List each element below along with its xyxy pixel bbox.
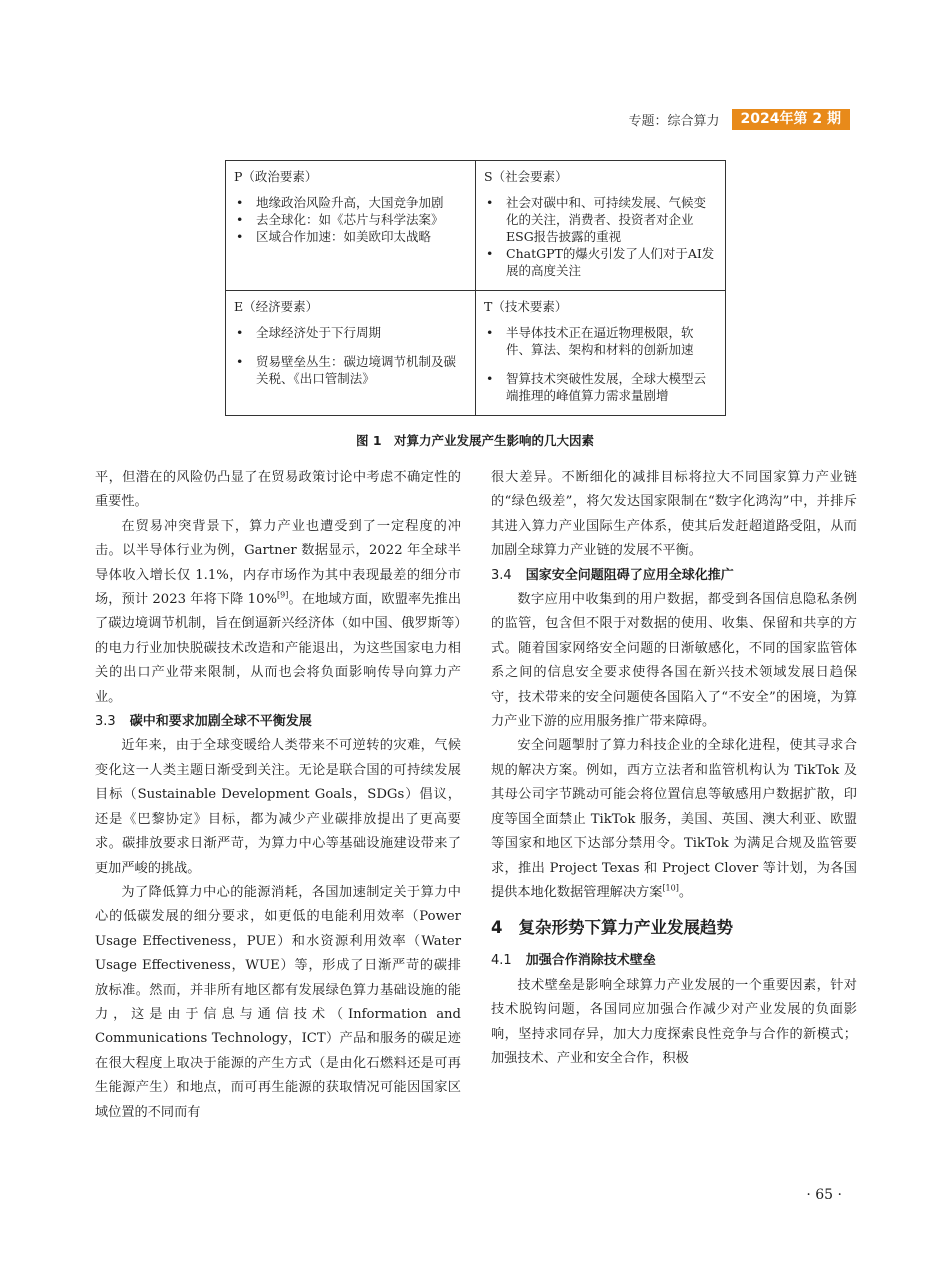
- section-number: 4.1: [491, 953, 512, 969]
- citation-ref: [10]: [662, 883, 679, 893]
- section-title: 碳中和要求加剧全球不平衡发展: [129, 714, 312, 730]
- section-heading-3-3: [95, 710, 461, 734]
- section-title: 国家安全问题阻碍了应用全球化推广: [525, 567, 734, 583]
- section-number: 3.4: [491, 567, 512, 583]
- pest-cell-economic: [226, 291, 476, 415]
- list-item: • ChatGPT的爆火引发了人们对于AI发展的高度关注: [484, 245, 717, 279]
- list-item: • 半导体技术正在逼近物理极限，软件、算法、架构和材料的创新加速: [484, 324, 717, 358]
- section-number: 3.3: [95, 714, 116, 730]
- right-column: [491, 466, 857, 1071]
- paragraph: 数字应用中收集到的用户数据，都受到各国信息隐私条例的监管，包含但不限于对数据的使用、收集、保留和共享的方式。随着国家网络安全问题的日渐敏感化，不同的国家监管体系之间的信息安全要求使得各国在新兴技术领域发展日趋保守，技术带来的安全问题使各国陷入了“不安全”的困境，为算力产业下游的应用服务推广带来障碍。: [491, 592, 857, 730]
- citation-ref: [9]: [277, 590, 289, 600]
- section-title: 加强合作消除技术壁垒: [525, 953, 656, 969]
- section-title: 复杂形势下算力产业发展趋势: [518, 918, 733, 938]
- pest-cell-political: [226, 161, 476, 291]
- section-heading-4-1: [491, 949, 857, 973]
- cell-title: P（政治要素）: [234, 169, 318, 184]
- paragraph: 很大差异。不断细化的减排目标将拉大不同国家算力产业链的“绿色级差”，将欠发达国家限制在“数字化鸿沟”中，并排斥其进入算力产业国际生产体系，使其后发赶超道路受阻，从而加剧全球算力产业链的发展不平衡。: [491, 470, 857, 559]
- list-item: • 全球经济处于下行周期: [234, 324, 467, 341]
- list-item: • 贸易壁垒丛生：碳边境调节机制及碳关税、《出口管制法》: [234, 353, 467, 387]
- cell-title: S（社会要素）: [484, 169, 568, 184]
- cell-title: E（经济要素）: [234, 299, 319, 314]
- paragraph: 平，但潜在的风险仍凸显了在贸易政策讨论中考虑不确定性的重要性。: [95, 470, 461, 510]
- list-item: • 地缘政治风险升高，大国竞争加剧: [234, 194, 467, 211]
- paragraph: 在贸易冲突背景下，算力产业也遭受到了一定程度的冲击。以半导体行业为例，Gartner 数据显示，2022 年全球半导体收入增长仅 1.1%，内存市场作为其中表现最差的细分市场，预计 2023 年将下降 10%[9]。在地域方面，欧盟率先推出了碳边境调节机制，旨在倒逼新兴经济体（如中国、俄罗斯等）的电力行业加快脱碳技术改造和产能退出，为这些国家电力相关的出口产业带来限制，从而也会将负面影响传导向算力产业。: [95, 518, 462, 705]
- running-header: [629, 108, 850, 130]
- list-item: • 社会对碳中和、可持续发展、气候变化的关注，消费者、投资者对企业ESG报告披露的重视: [484, 194, 717, 245]
- left-column: [95, 466, 461, 1125]
- section-number: 4: [491, 918, 503, 938]
- paragraph: 近年来，由于全球变暖给人类带来不可逆转的灾难，气候变化这一人类主题日渐受到关注。无论是联合国的可持续发展目标（Sustainable Development Goals，SDGs）倡议，还是《巴黎协定》目标，都为减少产业碳排放提出了更高要求。碳排放要求日渐严苛，为算力中心等基础设施建设带来了更加严峻的挑战。: [95, 738, 461, 876]
- journal-section: 专题：综合算力: [628, 113, 720, 129]
- issue-badge: 2024年第 2 期: [732, 109, 850, 130]
- pest-cell-social: [476, 161, 725, 291]
- list-item: • 区域合作加速：如美欧印太战略: [234, 228, 467, 245]
- section-heading-4: [491, 916, 857, 940]
- section-heading-3-4: [491, 564, 857, 588]
- paragraph: 技术壁垒是影响全球算力产业发展的一个重要因素，针对技术脱钩问题，各国同应加强合作减少对产业发展的负面影响，坚持求同存异，加大力度探索良性竞争与合作的新模式；加强技术、产业和安全合作，积极: [491, 977, 857, 1066]
- cell-title: T（技术要素）: [484, 299, 568, 314]
- figure-caption: 图 1 对算力产业发展产生影响的几大因素: [355, 433, 595, 448]
- pest-table: [225, 160, 726, 416]
- pest-cell-technology: [476, 291, 725, 415]
- list-item: • 智算技术突破性发展，全球大模型云端推理的峰值算力需求量剧增: [484, 370, 717, 404]
- paragraph: 为了降低算力中心的能源消耗，各国加速制定关于算力中心的低碳发展的细分要求，如更低的电能利用效率（Power Usage Effectiveness，PUE）和水资源利用效率（Water Usage Effectiveness，WUE）等，形成了日渐严苛的碳排放标准。然而，并非所有地区都有发展绿色算力基础设施的能力，这是由于信息与通信技术（Information and Communications Technology，ICT）产品和服务的碳足迹在很大程度上取决于能源的产生方式（是由化石燃料还是可再生能源产生）和地点，而可再生能源的获取情况可能因国家区域位置的不同而有: [95, 884, 461, 1120]
- paragraph: 安全问题掣肘了算力科技企业的全球化进程，使其寻求合规的解决方案。例如，西方立法者和监管机构认为 TikTok 及其母公司字节跳动可能会将位置信息等敏感用户数据扩散，印度等国全面禁止 TikTok 服务，美国、英国、澳大利亚、欧盟等国家和地区下达部分禁用令。TikTok 为满足合规及监管要求，推出 Project Texas 和 Project Clover 等计划，为各国提供本地化数据管理解决方案[10]。: [491, 738, 857, 900]
- page-number: · 65 ·: [806, 1187, 842, 1203]
- list-item: • 去全球化：如《芯片与科学法案》: [234, 211, 467, 228]
